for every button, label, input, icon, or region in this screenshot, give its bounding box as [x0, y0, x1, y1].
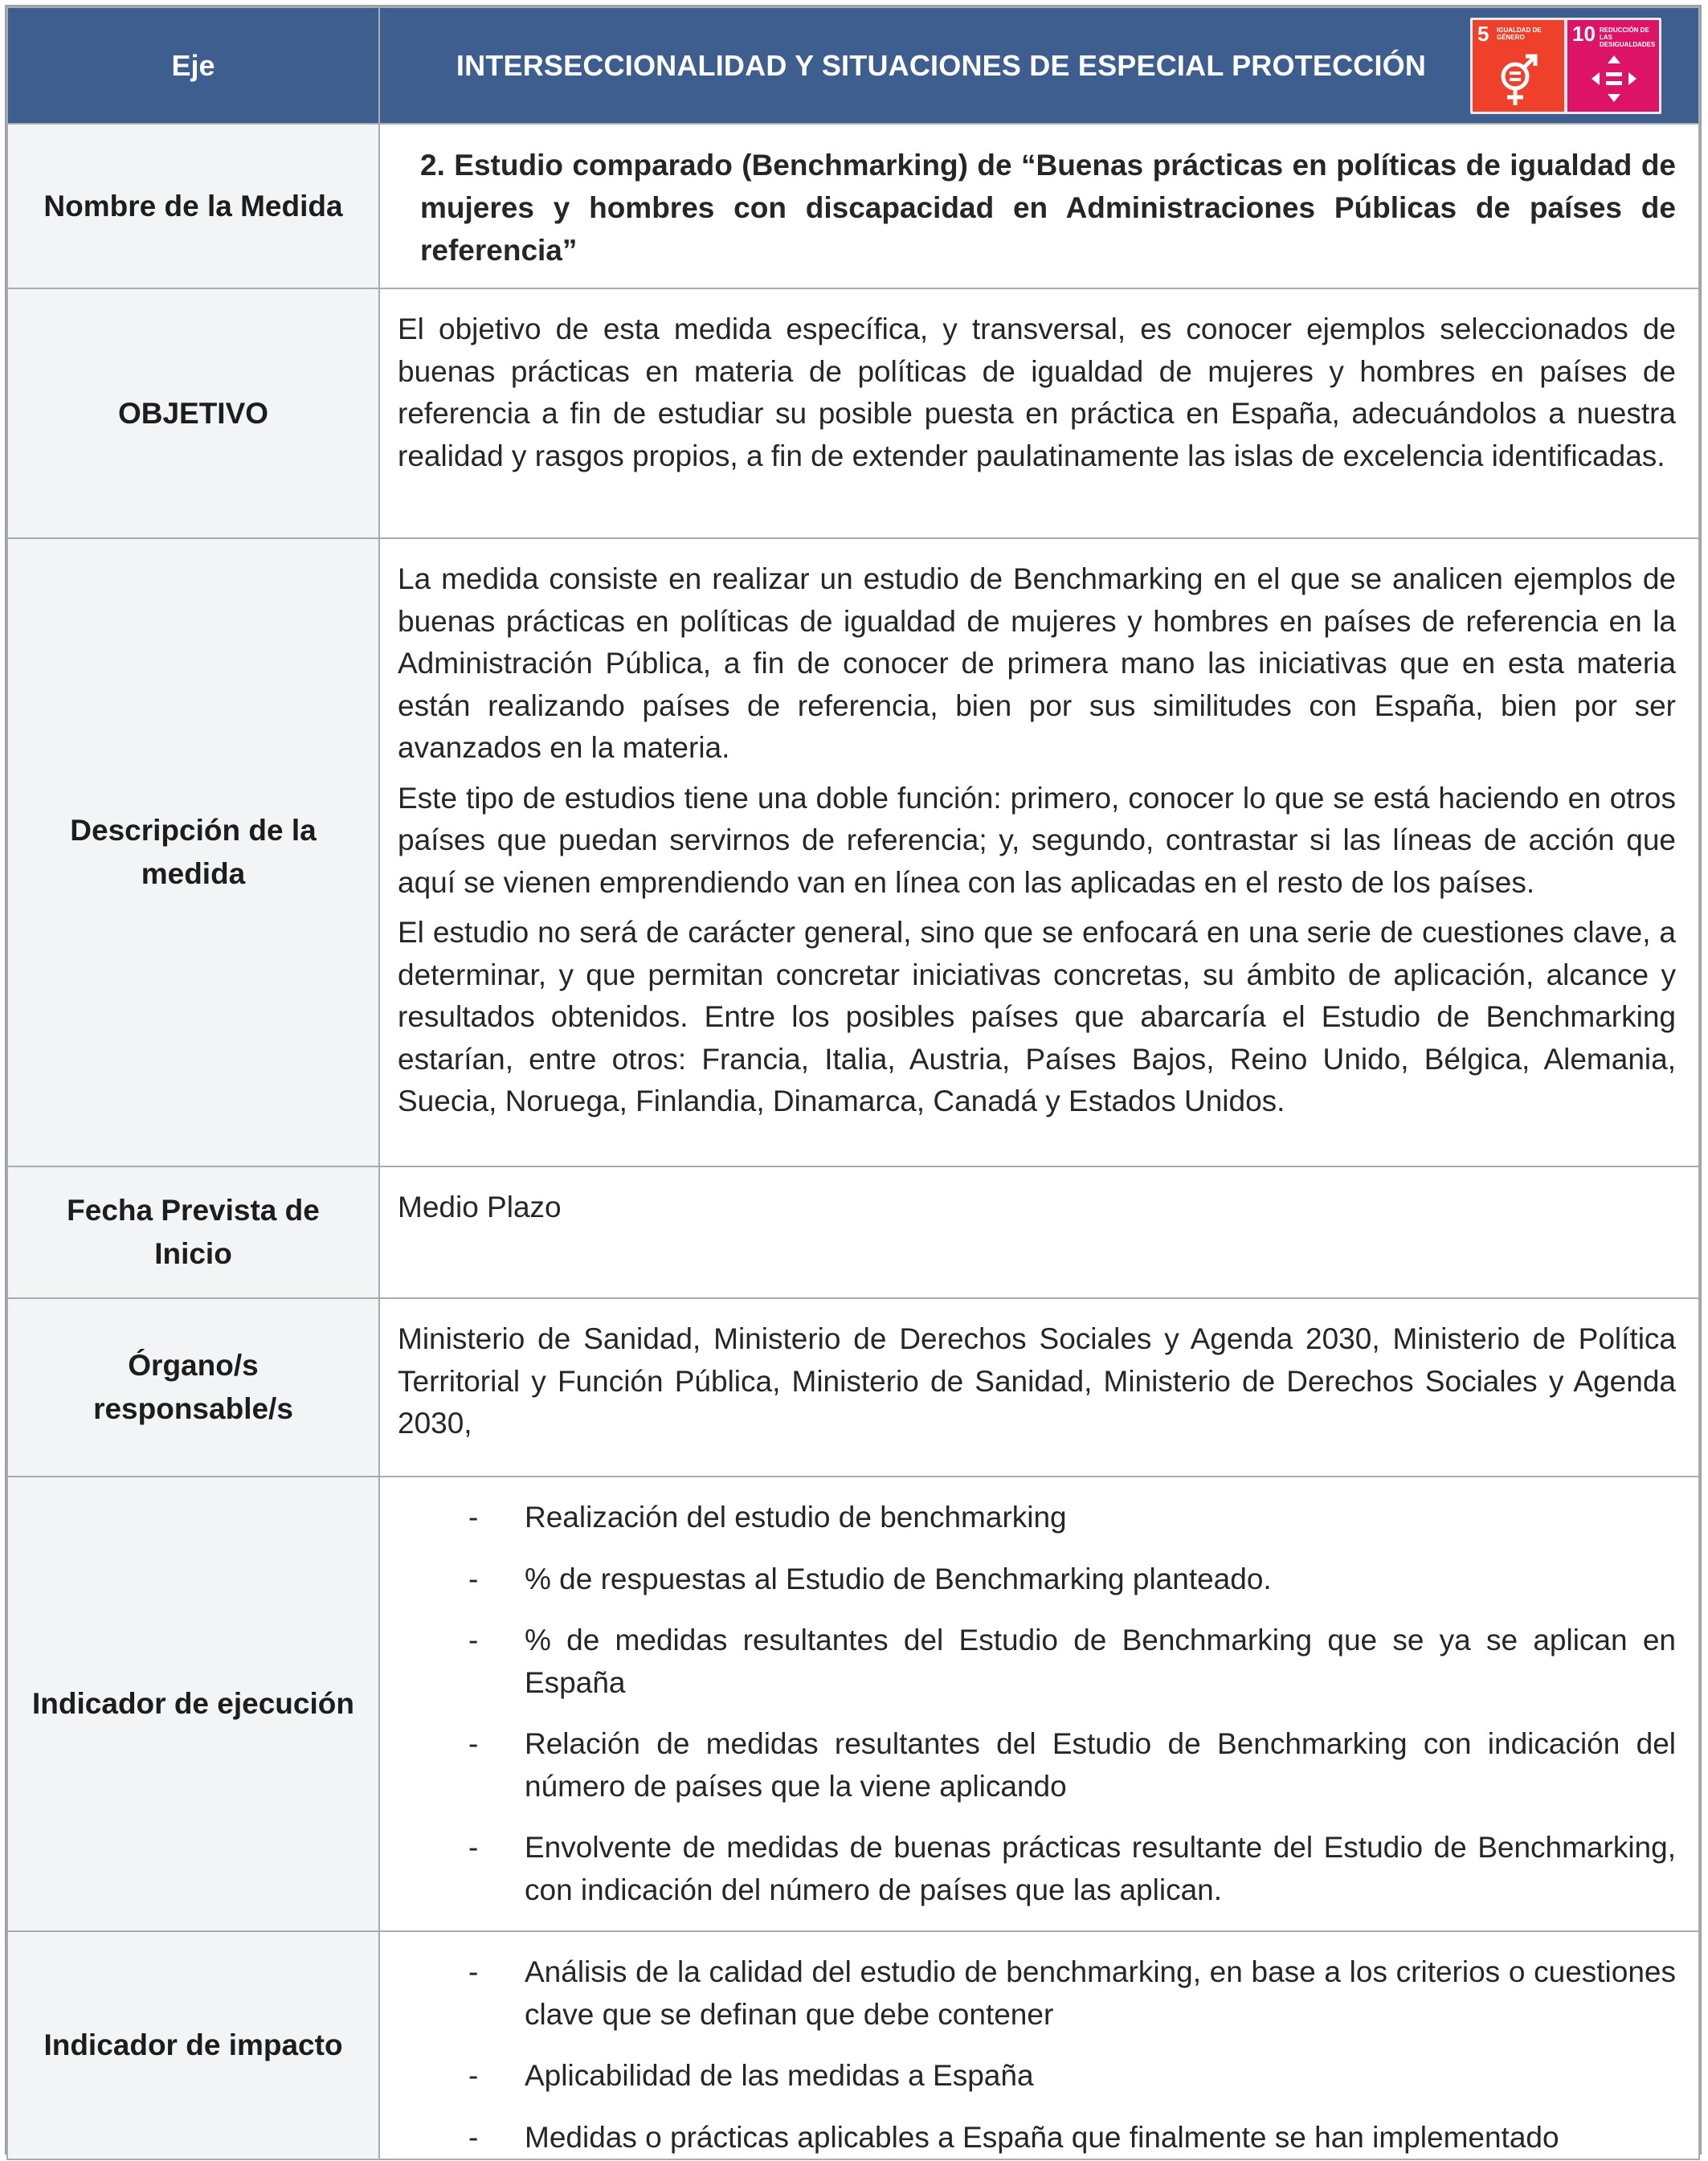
sdg-10-badge [1567, 20, 1659, 112]
objetivo-cell [379, 288, 1699, 538]
list-item: - Realización del estudio de benchmarking [468, 1497, 1676, 1539]
objetivo-text: El objetivo de esta medida específica, y transversal, es conocer ejemplos seleccionados de buenas prácticas en materia de políticas de igualdad de mujeres y hombres en países de referencia a fin de estudiar su posible puesta en práctica en España, adecuándolos a nuestra realidad y rasgos propios, a fin de extender paulatinamente las islas de excelencia identificadas. [398, 313, 1676, 472]
measure-table [6, 6, 1700, 2160]
sdg-10-text: REDUCCIÓN DE LAS DESIGUALDADES [1600, 26, 1656, 48]
ejecucion-cell [379, 1477, 1699, 1931]
descripcion-paragraph: El estudio no será de carácter general, sino que se enfocará en una serie de cuestiones clave, a determinar, y que permitan concretar iniciativas concretas, su ámbito de aplicación, alcance y resultados obtenidos. Entre los posibles países que abarcaría el Estudio de Benchmarking estarían, entre otros: Francia, Italia, Austria, Países Bajos, Reino Unido, Bélgica, Alemania, Suecia, Noruega, Finlandia, Dinamarca, Canadá y Estados Unidos. [398, 916, 1676, 1117]
descripcion-paragraph: Este tipo de estudios tiene una doble función: primero, conocer lo que se está haciendo en otros países que puedan servirnos de referencia; y, segundo, contrastar si las líneas de acción que aquí se vienen emprendiendo van en línea con las aplicadas en el resto de los países. [398, 781, 1676, 899]
list-item: - Análisis de la calidad del estudio de benchmarking, en base a los criterios o cuestiones clave que se definan que debe contener [468, 1951, 1676, 2036]
axis-title: INTERSECCIONALIDAD Y SITUACIONES DE ESPECIAL PROTECCIÓN [456, 48, 1427, 82]
header-row [7, 7, 1699, 124]
descripcion-paragraph: La medida consiste en realizar un estudio de Benchmarking en el que se analicen ejemplos de buenas prácticas en políticas de igualdad de mujeres y hombres en países de referencia en la Administración Pública, a fin de conocer de primera mano las iniciativas que en esta materia están realizando países de referencia, bien por sus similitudes con España, bien por ser avanzados en la materia. [398, 562, 1676, 764]
row-ejecucion [7, 1477, 1699, 1931]
organo-label: Órgano/s responsable/s [7, 1298, 379, 1477]
list-item: - Envolvente de medidas de buenas prácticas resultante del Estudio de Benchmarking, con indicación del número de países que las aplican. [468, 1827, 1676, 1911]
fecha-label: Fecha Prevista de Inicio [7, 1166, 379, 1298]
row-nombre [7, 124, 1699, 288]
impacto-cell [379, 1931, 1699, 2159]
nombre-label: Nombre de la Medida [7, 124, 379, 288]
eje-label: Eje [7, 7, 379, 124]
objetivo-label: OBJETIVO [7, 288, 379, 538]
impacto-list [398, 1951, 1676, 2159]
descripcion-cell [379, 538, 1699, 1166]
row-impacto [7, 1931, 1699, 2159]
row-objetivo [7, 288, 1699, 538]
measure-name: 2. Estudio comparado (Benchmarking) de “Buenas prácticas en políticas de igualdad de mujeres y hombres con discapacidad en Administraciones Públicas de países de referencia” [420, 149, 1676, 267]
row-organo [7, 1298, 1699, 1477]
organo-value: Ministerio de Sanidad, Ministerio de Derechos Sociales y Agenda 2030, Ministerio de Política Territorial y Función Pública, Ministerio de Sanidad, Ministerio de Derechos Sociales y Agenda 2030, [398, 1322, 1676, 1440]
sdg-5-text: IGUALDAD DE GÉNERO [1497, 26, 1542, 41]
sdg-5-badge [1473, 20, 1564, 112]
header-title-cell [379, 7, 1699, 124]
measure-sheet [5, 5, 1702, 2155]
sdg-10-number: 10 [1572, 21, 1596, 46]
organo-cell [379, 1298, 1699, 1477]
gender-equality-icon [1495, 54, 1542, 107]
reduced-inequalities-icon [1590, 54, 1638, 104]
fecha-cell [379, 1166, 1699, 1298]
sdg-5-number: 5 [1477, 21, 1489, 46]
fecha-value: Medio Plazo [398, 1191, 562, 1223]
descripcion-label: Descripción de la medida [7, 538, 379, 1166]
impacto-label: Indicador de impacto [7, 1931, 379, 2159]
ejecucion-list [398, 1497, 1676, 1911]
list-item: - Relación de medidas resultantes del Estudio de Benchmarking con indicación del número de países que la viene aplicando [468, 1723, 1676, 1808]
ejecucion-label: Indicador de ejecución [7, 1477, 379, 1931]
row-descripcion [7, 538, 1699, 1166]
row-fecha [7, 1166, 1699, 1298]
list-item: - % de respuestas al Estudio de Benchmarking planteado. [468, 1558, 1676, 1601]
nombre-cell [379, 124, 1699, 288]
list-item: - Medidas o prácticas aplicables a España que finalmente se han implementado [468, 2117, 1676, 2159]
sdg-badges [1470, 18, 1661, 114]
list-item: - Aplicabilidad de las medidas a España [468, 2055, 1676, 2098]
list-item: - % de medidas resultantes del Estudio de Benchmarking que se ya se aplican en España [468, 1620, 1676, 1704]
